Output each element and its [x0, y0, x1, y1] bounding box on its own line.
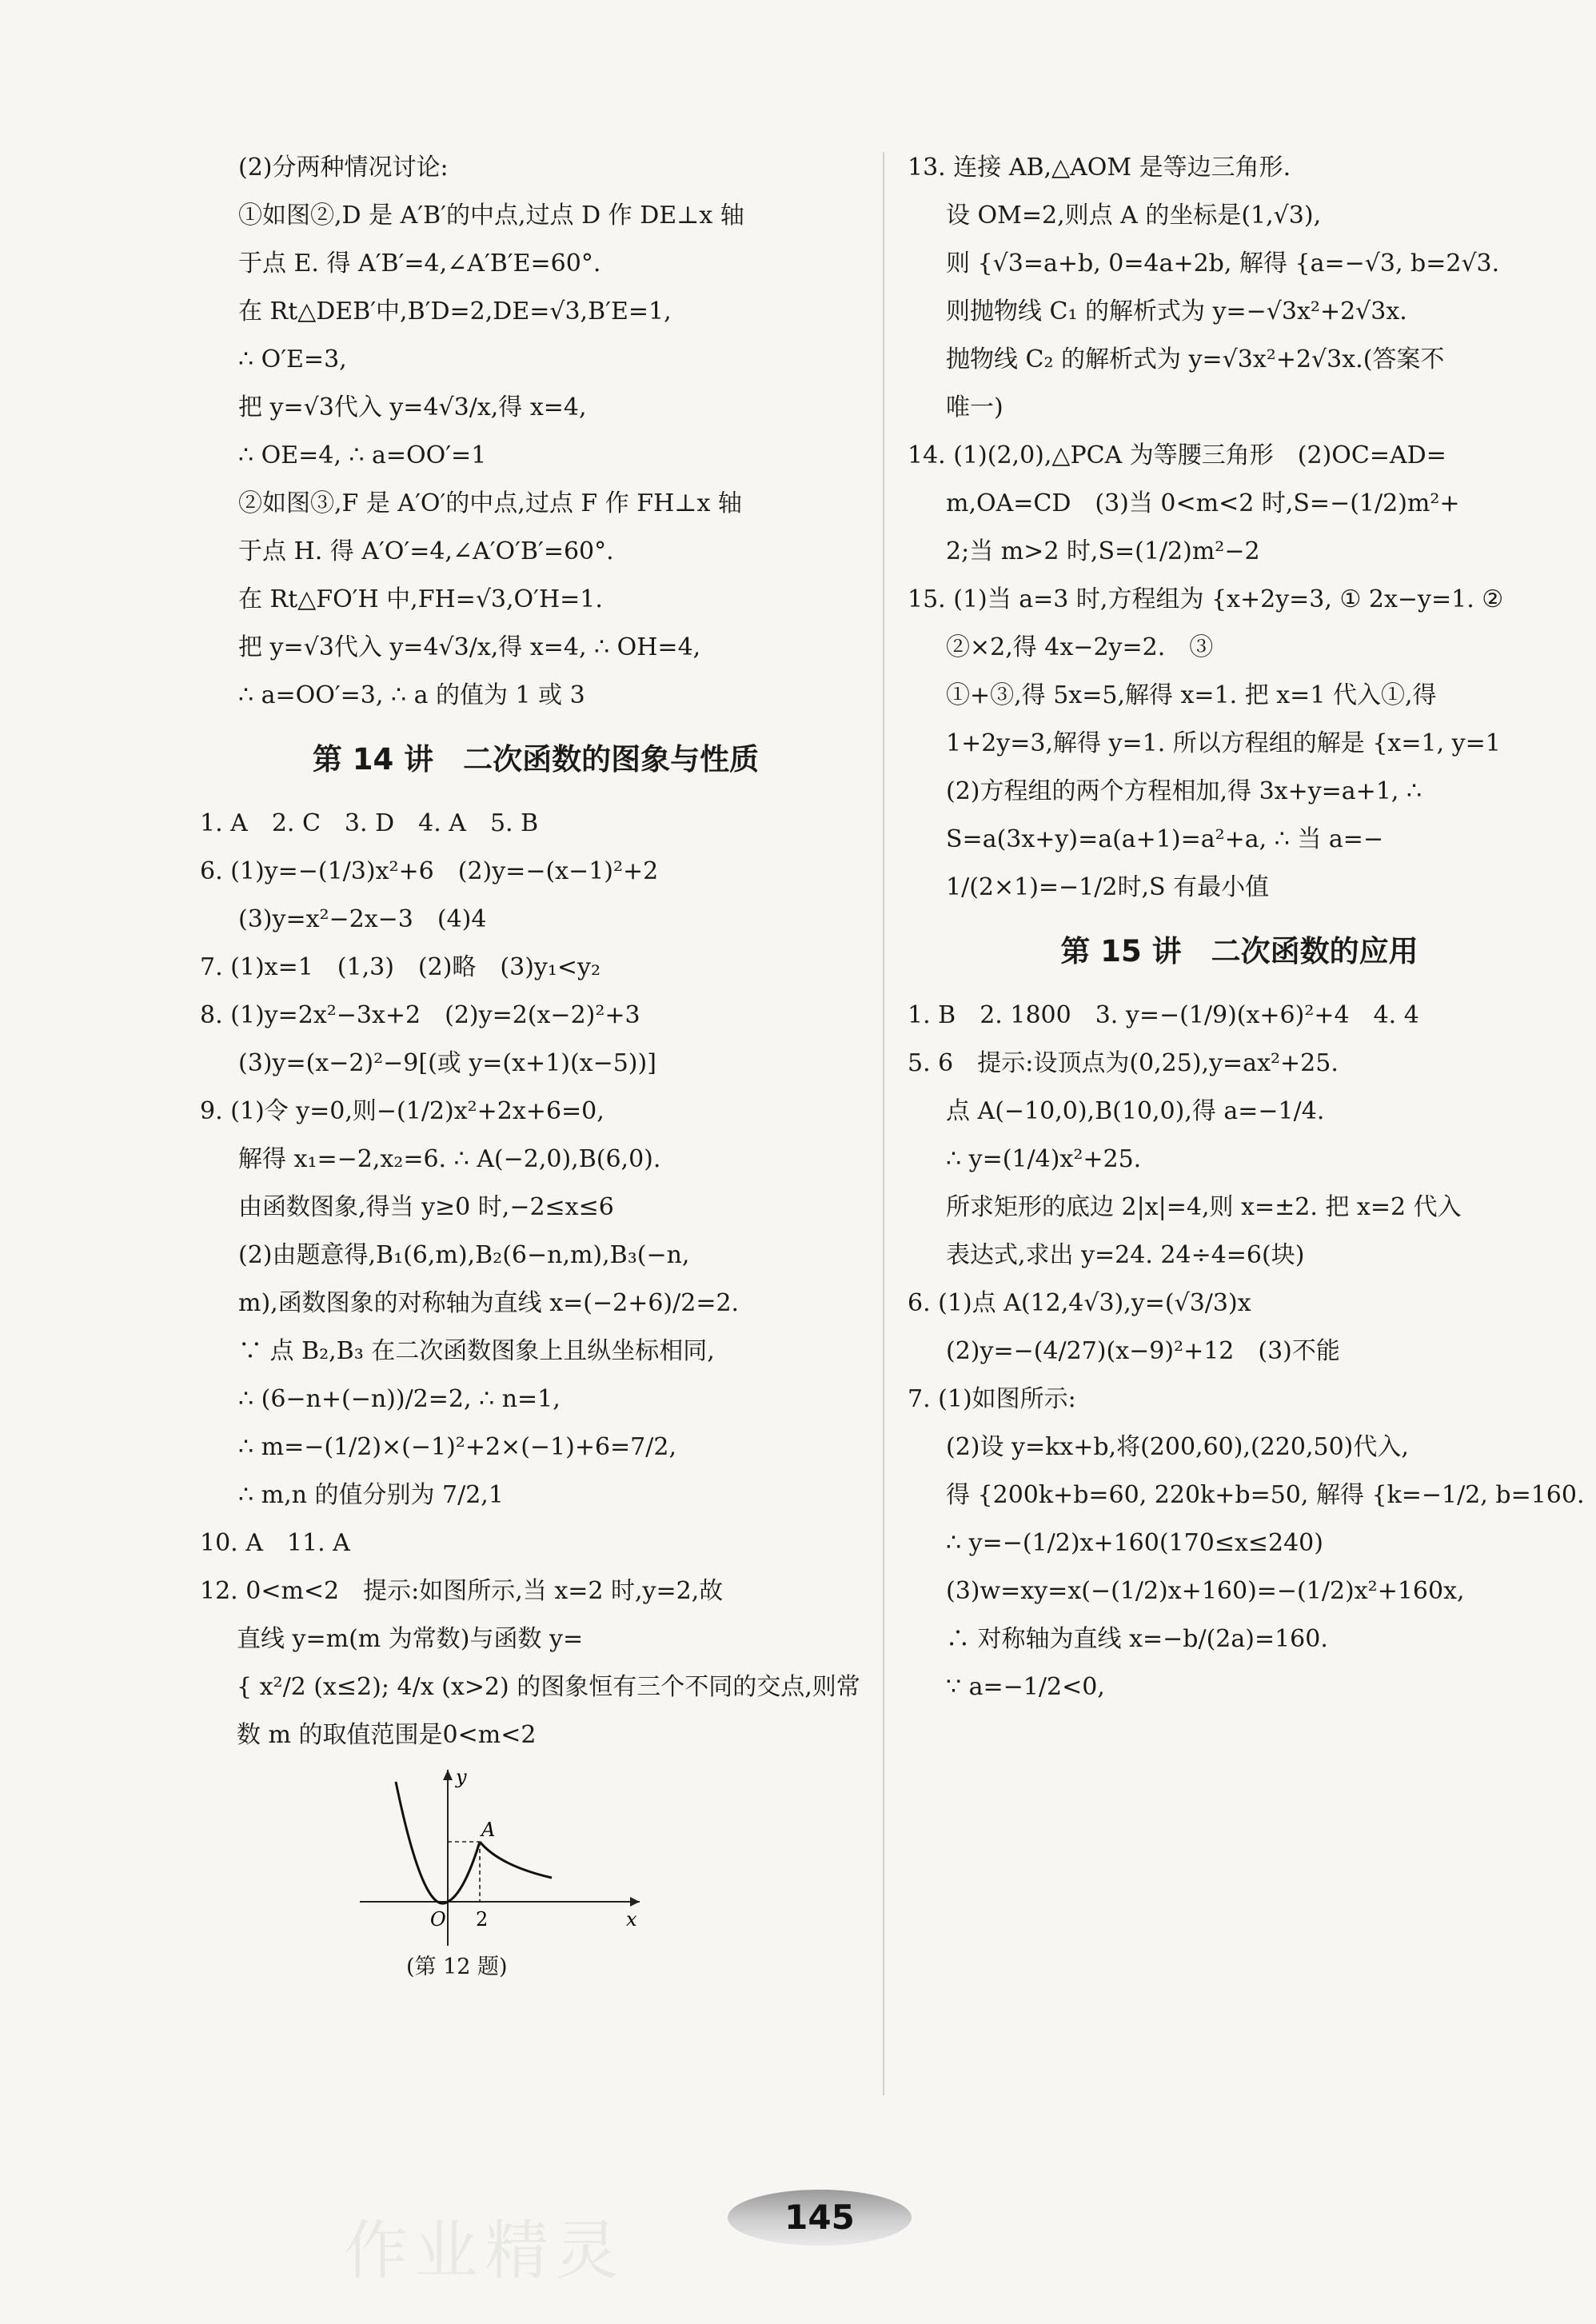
answer-line: 则 {√3=a+b, 0=4a+2b, 解得 {a=−√3, b=2√3.: [946, 250, 1500, 278]
answer-line: 9. (1)令 y=0,则−(1/2)x²+2x+6=0,: [200, 1097, 604, 1125]
left-lines: [200, 144, 872, 1759]
answer-line: 在 Rt△FO′H 中,FH=√3,O′H=1.: [238, 585, 603, 613]
answer-line: 7. (1)x=1 (1,3) (2)略 (3)y₁<y₂: [200, 953, 600, 981]
hyperbola-curve: [480, 1842, 552, 1878]
answer-line: 5. 6 提示:设顶点为(0,25),y=ax²+25.: [908, 1049, 1339, 1077]
answer-line: S=a(3x+y)=a(a+1)=a²+a, ∴ 当 a=−: [946, 825, 1384, 853]
parabola-curve: [396, 1782, 480, 1903]
answer-line: ∴ m,n 的值分别为 7/2,1: [238, 1481, 504, 1509]
figure-caption: (第 12 题): [406, 1955, 508, 1979]
answer-line: 把 y=√3代入 y=4√3/x,得 x=4,: [238, 393, 587, 421]
answer-line: ∴ y=−(1/2)x+160(170≤x≤240): [946, 1529, 1323, 1557]
answer-line: m),函数图象的对称轴为直线 x=(−2+6)/2=2.: [238, 1289, 740, 1317]
answer-line: 表达式,求出 y=24. 24÷4=6(块): [946, 1241, 1305, 1269]
answer-line: (3)y=x²−2x−3 (4)4: [238, 905, 487, 933]
column-divider: [883, 152, 884, 2095]
answer-line: ②如图③,F 是 A′O′的中点,过点 F 作 FH⊥x 轴: [238, 489, 742, 517]
answer-line: ∴ a=OO′=3, ∴ a 的值为 1 或 3: [238, 681, 585, 709]
answer-line: 8. (1)y=2x²−3x+2 (2)y=2(x−2)²+3: [200, 1001, 640, 1029]
label-tick-2: 2: [476, 1908, 489, 1931]
answer-line: 6. (1)y=−(1/3)x²+6 (2)y=−(x−1)²+2: [200, 857, 659, 885]
answer-line: (2)分两种情况讨论:: [238, 154, 449, 182]
label-origin: O: [430, 1908, 446, 1931]
answer-line: 得 {200k+b=60, 220k+b=50, 解得 {k=−1/2, b=160.: [946, 1481, 1585, 1509]
answer-line: 于点 H. 得 A′O′=4,∠A′O′B′=60°.: [238, 537, 614, 565]
x-axis-arrow: [630, 1897, 640, 1907]
answer-line: ∴ OE=4, ∴ a=OO′=1: [238, 441, 487, 469]
answer-line: (2)设 y=kx+b,将(200,60),(220,50)代入,: [946, 1433, 1409, 1461]
answer-line: 1. A 2. C 3. D 4. A 5. B: [200, 809, 539, 837]
answer-line: 点 A(−10,0),B(10,0),得 a=−1/4.: [946, 1097, 1325, 1125]
answer-line: 1+2y=3,解得 y=1. 所以方程组的解是 {x=1, y=1: [946, 729, 1501, 757]
answer-line: ∴ y=(1/4)x²+25.: [946, 1145, 1142, 1173]
answer-line: 6. (1)点 A(12,4√3),y=(√3/3)x: [908, 1289, 1251, 1317]
answer-line: (3)y=(x−2)²−9[(或 y=(x+1)(x−5))]: [238, 1049, 656, 1077]
answer-line: (2)方程组的两个方程相加,得 3x+y=a+1, ∴: [946, 777, 1422, 805]
answer-line: 解得 x₁=−2,x₂=6. ∴ A(−2,0),B(6,0).: [238, 1145, 661, 1173]
answer-line: ∵ a=−1/2<0,: [946, 1673, 1105, 1701]
answer-line: (2)由题意得,B₁(6,m),B₂(6−n,m),B₃(−n,: [238, 1241, 690, 1269]
answer-line: m,OA=CD (3)当 0<m<2 时,S=−(1/2)m²+: [946, 489, 1460, 517]
answer-line: 设 OM=2,则点 A 的坐标是(1,√3),: [946, 202, 1322, 230]
page-number: 145: [728, 2190, 912, 2246]
answer-line: 于点 E. 得 A′B′=4,∠A′B′E=60°.: [238, 250, 601, 278]
right-column: [908, 144, 1585, 1711]
answer-line: 在 Rt△DEB′中,B′D=2,DE=√3,B′E=1,: [238, 297, 672, 325]
answer-line: 2;当 m>2 时,S=(1/2)m²−2: [946, 537, 1260, 565]
answer-line: 1. B 2. 1800 3. y=−(1/9)(x+6)²+4 4. 4: [908, 1001, 1419, 1029]
label-point-a: A: [481, 1819, 496, 1841]
section-heading: 第 14 讲 二次函数的图象与性质: [312, 742, 760, 777]
answer-line: 7. (1)如图所示:: [908, 1385, 1076, 1413]
answer-line: 所求矩形的底边 2|x|=4,则 x=±2. 把 x=2 代入: [946, 1193, 1462, 1221]
answer-line: 14. (1)(2,0),△PCA 为等腰三角形 (2)OC=AD=: [908, 441, 1446, 469]
answer-line: ①+③,得 5x=5,解得 x=1. 把 x=1 代入①,得: [946, 681, 1437, 709]
y-axis-arrow: [443, 1770, 453, 1780]
answer-line: ∴ m=−(1/2)×(−1)²+2×(−1)+6=7/2,: [238, 1433, 676, 1461]
answer-line: 10. A 11. A: [200, 1529, 350, 1557]
section-heading: 第 15 讲 二次函数的应用: [1060, 934, 1418, 968]
answer-line: 直线 y=m(m 为常数)与函数 y=: [237, 1625, 584, 1653]
answer-line: ∵ 点 B₂,B₃ 在二次函数图象上且纵坐标相同,: [238, 1337, 715, 1365]
answer-line: 则抛物线 C₁ 的解析式为 y=−√3x²+2√3x.: [946, 297, 1407, 325]
left-column: [200, 144, 872, 1985]
answer-line: 数 m 的取值范围是0<m<2: [237, 1721, 537, 1749]
right-lines: [908, 144, 1585, 1711]
answer-line: 15. (1)当 a=3 时,方程组为 {x+2y=3, ① 2x−y=1. ②: [908, 585, 1504, 613]
answer-line: (3)w=xy=x(−(1/2)x+160)=−(1/2)x²+160x,: [946, 1577, 1465, 1605]
answer-line: 把 y=√3代入 y=4√3/x,得 x=4, ∴ OH=4,: [238, 633, 701, 661]
answer-line: 唯一): [946, 393, 1003, 421]
answer-line: ①如图②,D 是 A′B′的中点,过点 D 作 DE⊥x 轴: [238, 202, 744, 230]
answer-line: { x²/2 (x≤2); 4/x (x>2) 的图象恒有三个不同的交点,则常: [237, 1673, 860, 1701]
answer-line: ∴ (6−n+(−n))/2=2, ∴ n=1,: [238, 1385, 561, 1413]
answer-line: 1/(2×1)=−1/2时,S 有最小值: [946, 873, 1270, 901]
answer-line: ∴ 对称轴为直线 x=−b/(2a)=160.: [946, 1625, 1328, 1653]
answer-line: 由函数图象,得当 y≥0 时,−2≤x≤6: [238, 1193, 614, 1221]
answer-line: ∴ O′E=3,: [238, 345, 347, 373]
label-x: x: [626, 1908, 637, 1931]
answer-line: 13. 连接 AB,△AOM 是等边三角形.: [908, 154, 1291, 182]
answer-line: ②×2,得 4x−2y=2. ③: [946, 633, 1214, 661]
answer-line: (2)y=−(4/27)(x−9)²+12 (3)不能: [946, 1337, 1340, 1365]
problem-12-graph: [360, 1766, 648, 1950]
watermark: 作业精灵: [344, 2214, 625, 2288]
label-y: y: [456, 1766, 467, 1788]
answer-line: 12. 0<m<2 提示:如图所示,当 x=2 时,y=2,故: [200, 1577, 724, 1605]
answer-line: 抛物线 C₂ 的解析式为 y=√3x²+2√3x.(答案不: [946, 345, 1445, 373]
